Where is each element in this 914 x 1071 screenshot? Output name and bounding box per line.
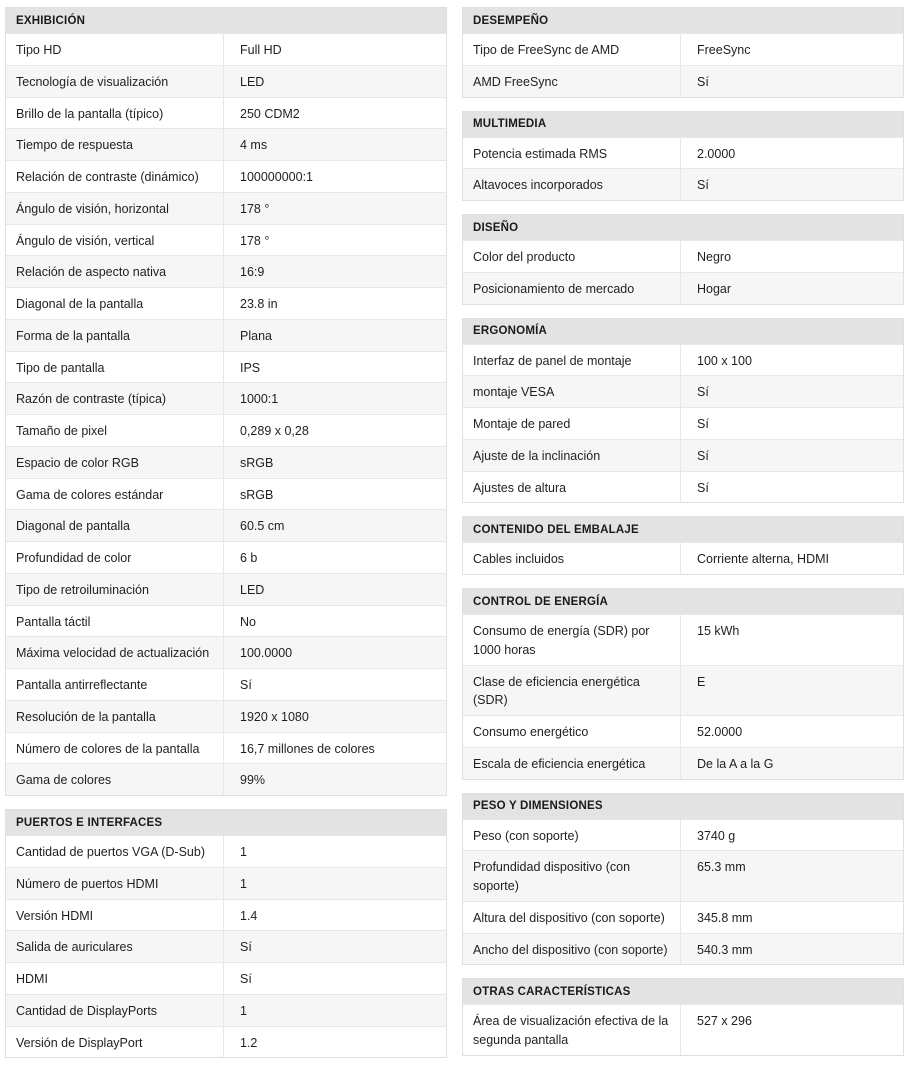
spec-value: Sí [697,385,709,400]
spec-value: 1.4 [240,908,258,923]
spec-label: Cantidad de DisplayPorts [6,995,224,1026]
spec-value: 100000000:1 [240,170,313,184]
right-column [462,7,904,1071]
spec-label: Diagonal de la pantalla [6,288,224,319]
table-row [6,668,446,700]
spec-label: Clase de eficiencia energética (SDR) [463,666,681,716]
spec-value: 345.8 mm [697,910,753,925]
table-row [463,747,903,779]
table-row [463,850,903,901]
spec-value: 6 b [240,551,258,565]
spec-section-contenido-del-embalaje [462,516,904,575]
table-row [6,33,446,65]
spec-section-multimedia [462,111,904,202]
spec-value: Sí [697,417,709,431]
spec-label: Relación de aspecto nativa [6,256,224,287]
table-row [463,614,903,665]
table-row [6,319,446,351]
section-header: EXHIBICIÓN [6,8,446,33]
table-row [463,375,903,407]
spec-label: Ancho del dispositivo (con soporte) [463,934,681,965]
spec-label: Pantalla antirreflectante [6,669,224,700]
spec-value: 1 [240,1003,247,1018]
spec-label: AMD FreeSync [463,66,681,97]
spec-label: Tipo de FreeSync de AMD [463,34,681,65]
spec-value: 99% [240,773,266,788]
table-row [6,224,446,256]
spec-section-diseno [462,214,904,305]
spec-value: 4 ms [240,138,268,153]
spec-section-puertos-e-interfaces [5,809,447,1058]
spec-value: Sí [240,972,252,986]
table-row [463,344,903,376]
spec-value: 100 x 100 [697,353,752,368]
spec-value: 527 x 296 [697,1014,752,1029]
table-row [6,478,446,510]
spec-value: 1000:1 [240,392,279,407]
spec-value: FreeSync [697,43,751,57]
table-row [6,287,446,319]
table-row [463,65,903,97]
section-header: DISEÑO [463,215,903,240]
spec-label: Área de visualización efectiva de la segunda pantalla [463,1005,681,1055]
spec-value: IPS [240,360,261,375]
table-row [6,835,446,867]
section-header: MULTIMEDIA [463,112,903,137]
spec-label: Color del producto [463,241,681,272]
table-row [6,541,446,573]
table-row [6,994,446,1026]
spec-section-peso-y-dimensiones [462,793,904,966]
spec-label: Ángulo de visión, vertical [6,225,224,256]
table-row [6,192,446,224]
spec-section-ergonomia [462,318,904,504]
spec-value: No [240,614,256,629]
table-row [6,962,446,994]
spec-value: 52.0000 [697,725,743,739]
spec-value: 100.0000 [240,646,293,661]
table-row [6,65,446,97]
table-row [463,137,903,169]
spec-label: Interfaz de panel de montaje [463,345,681,376]
table-row [6,97,446,129]
table-row [463,901,903,933]
spec-label: Tiempo de respuesta [6,129,224,160]
table-row [463,240,903,272]
table-row [6,732,446,764]
table-row [463,439,903,471]
spec-label: Diagonal de pantalla [6,510,224,541]
spec-value: 3740 g [697,828,736,843]
spec-label: Ajustes de altura [463,472,681,503]
spec-label: HDMI [6,963,224,994]
table-row [463,1004,903,1055]
table-row [6,160,446,192]
table-row [6,128,446,160]
table-row [6,636,446,668]
table-row [463,819,903,851]
table-row [6,255,446,287]
spec-value: LED [240,582,265,597]
spec-label: Consumo de energía (SDR) por 1000 horas [463,615,681,665]
table-row [6,446,446,478]
spec-value: 16,7 millones de colores [240,741,375,756]
spec-label: Número de puertos HDMI [6,868,224,899]
spec-value: 1 [240,876,247,891]
spec-label: Tipo de pantalla [6,352,224,383]
table-row [463,471,903,503]
spec-value: Negro [697,250,732,264]
spec-label: Salida de auriculares [6,931,224,962]
spec-value: E [697,674,706,689]
spec-section-desempeno [462,7,904,98]
table-row [6,763,446,795]
spec-value: 1 [240,845,247,859]
spec-label: Razón de contraste (típica) [6,383,224,414]
spec-label: Posicionamiento de mercado [463,273,681,304]
spec-section-exhibicion [5,7,447,796]
spec-label: Altura del dispositivo (con soporte) [463,902,681,933]
spec-label: Brillo de la pantalla (típico) [6,98,224,129]
spec-label: Peso (con soporte) [463,820,681,851]
spec-value: 15 kWh [697,624,740,638]
table-row [6,899,446,931]
spec-label: Profundidad de color [6,542,224,573]
table-row [6,573,446,605]
spec-label: Altavoces incorporados [463,169,681,200]
spec-label: Profundidad dispositivo (con soporte) [463,851,681,901]
table-row [6,509,446,541]
spec-label: Cables incluidos [463,543,681,574]
table-row [6,867,446,899]
spec-value: Sí [697,480,709,495]
spec-label: Cantidad de puertos VGA (D-Sub) [6,836,224,867]
spec-value: 250 CDM2 [240,106,300,121]
spec-value: Sí [240,940,252,955]
spec-value: 178 ° [240,233,270,248]
spec-value: De la A a la G [697,756,774,771]
spec-label: Tamaño de pixel [6,415,224,446]
spec-value: 178 ° [240,201,270,216]
spec-value: Sí [697,178,709,193]
section-header: CONTROL DE ENERGÍA [463,589,903,614]
spec-value: Full HD [240,43,282,57]
spec-label: Número de colores de la pantalla [6,733,224,764]
spec-label: Escala de eficiencia energética [463,748,681,779]
spec-value: 0,289 x 0,28 [240,424,309,438]
spec-value: Plana [240,328,272,343]
section-header: ERGONOMÍA [463,319,903,344]
section-header: CONTENIDO DEL EMBALAJE [463,517,903,542]
table-row [6,930,446,962]
spec-label: Gama de colores [6,764,224,795]
spec-label: Pantalla táctil [6,606,224,637]
spec-section-otras-caracteristicas [462,978,904,1056]
table-row [6,351,446,383]
spec-label: Tecnología de visualización [6,66,224,97]
table-row [463,933,903,965]
table-row [6,700,446,732]
table-row [463,542,903,574]
spec-value: 23.8 in [240,297,278,311]
spec-label: Consumo energético [463,716,681,747]
spec-label: Tipo de retroiluminación [6,574,224,605]
spec-value: 60.5 cm [240,519,285,534]
spec-label: Forma de la pantalla [6,320,224,351]
spec-value: sRGB [240,455,274,470]
spec-value: Sí [697,448,709,463]
table-row [463,33,903,65]
spec-value: Sí [697,74,709,89]
spec-value: Corriente alterna, HDMI [697,552,829,567]
spec-value: Hogar [697,281,732,296]
spec-label: Ángulo de visión, horizontal [6,193,224,224]
spec-label: Relación de contraste (dinámico) [6,161,224,192]
section-header: PESO Y DIMENSIONES [463,794,903,819]
spec-value: 1920 x 1080 [240,709,309,724]
table-row [463,407,903,439]
section-header: OTRAS CARACTERÍSTICAS [463,979,903,1004]
section-header: PUERTOS E INTERFACES [6,810,446,835]
spec-label: montaje VESA [463,376,681,407]
spec-label: Ajuste de la inclinación [463,440,681,471]
spec-label: Versión de DisplayPort [6,1027,224,1058]
table-row [6,382,446,414]
table-row [6,1026,446,1058]
left-column [5,7,447,1071]
spec-label: Montaje de pared [463,408,681,439]
section-header: DESEMPEÑO [463,8,903,33]
spec-label: Espacio de color RGB [6,447,224,478]
spec-value: Sí [240,678,252,692]
spec-value: 540.3 mm [697,942,753,957]
table-row [463,272,903,304]
spec-value: 2.0000 [697,146,736,161]
spec-value: LED [240,74,265,89]
spec-label: Versión HDMI [6,900,224,931]
spec-label: Resolución de la pantalla [6,701,224,732]
spec-value: 16:9 [240,265,265,280]
table-row [6,605,446,637]
table-row [463,715,903,747]
spec-label: Potencia estimada RMS [463,138,681,169]
table-row [463,168,903,200]
spec-value: 65.3 mm [697,860,746,875]
table-row [6,414,446,446]
spec-value: sRGB [240,487,274,502]
spec-section-control-de-energia [462,588,904,780]
spec-label: Tipo HD [6,34,224,65]
table-row [463,665,903,716]
spec-label: Máxima velocidad de actualización [6,637,224,668]
spec-value: 1.2 [240,1035,258,1050]
spec-label: Gama de colores estándar [6,479,224,510]
